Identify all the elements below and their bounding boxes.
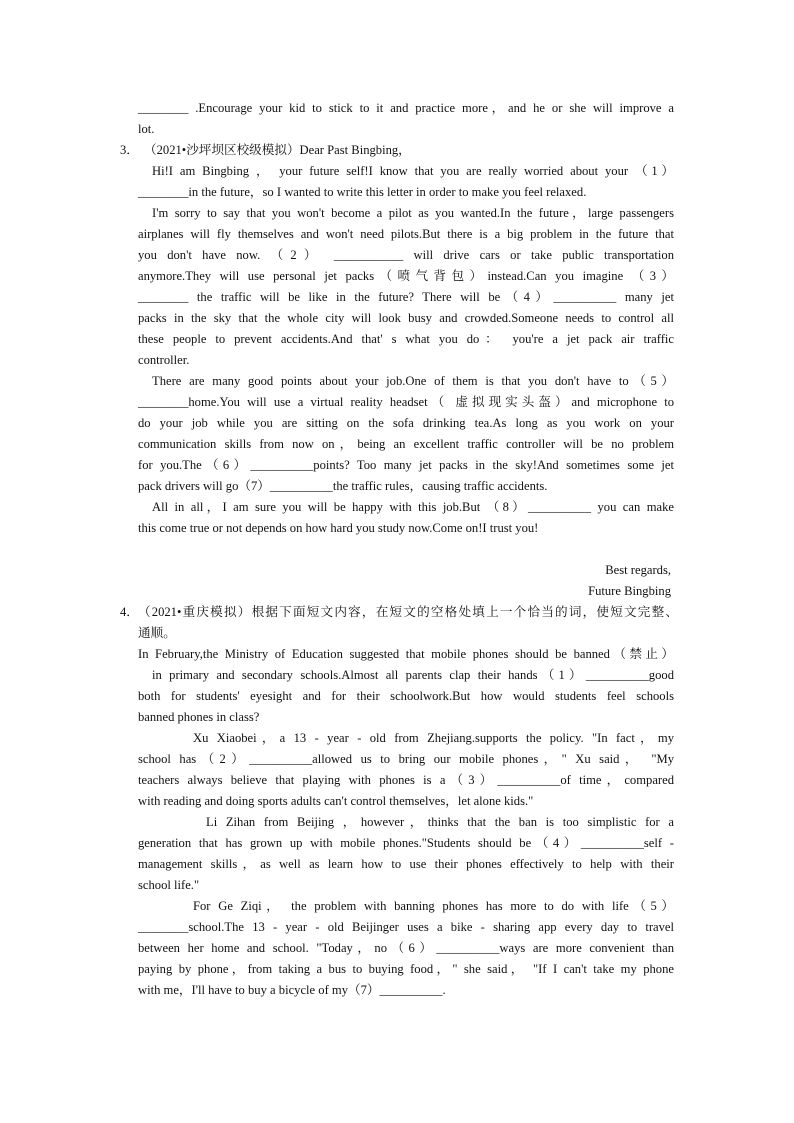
q4-line: both for students' eyesight and for their schoolwork.But how would students feel schools <box>138 689 674 703</box>
q4-line: school has（2）__________allowed us to bring our mobile phones，" Xu said， "My <box>138 752 674 766</box>
q3-line: anymore.They will use personal jet packs（喷气背包）instead.Can you imagine （3） <box>138 269 674 283</box>
q4-line: In February,the Ministry of Education suggested that mobile phones should be banned（禁止） <box>138 647 674 661</box>
q3-line: packs in the sky that the whole city will look busy and crowded.Someone needs to control all <box>138 311 674 325</box>
q3-line: do your job while you are sitting on the sofa drinking tea.As long as you work on your <box>138 416 674 430</box>
q4-line: Xu Xiaobei，a 13 - year - old from Zhejiang.supports the policy. "In fact，my <box>193 731 674 745</box>
q3-line: ________home.You will use a virtual reality headset（ 虚拟现实头盔）and microphone to <box>138 395 674 409</box>
q4-line: teachers always believe that playing with phones is a（3）__________of time，compared <box>138 773 674 787</box>
q4-line: with me，I'll have to buy a bicycle of my（7）__________. <box>138 983 446 997</box>
q4-line: with reading and doing sports adults can't control themselves，let alone kids." <box>138 794 534 808</box>
q4-line: banned phones in class? <box>138 710 260 724</box>
q3-line: controller. <box>138 353 190 367</box>
q3-line: airplanes will fly themselves and won't need pilots.But there is a big problem in the future that <box>138 227 674 241</box>
q4-line: in primary and secondary schools.Almost all parents clap their hands（1）__________good <box>152 668 674 682</box>
q3-line: ________in the future，so I wanted to write this letter in order to make you feel relaxed. <box>138 185 587 199</box>
q3-line: ________ the traffic will be like in the future? There will be（4）__________ many jet <box>138 290 674 304</box>
q3-line: this come true or not depends on how hard you study now.Come on!I trust you! <box>138 521 539 535</box>
q3-line: for you.The（6）__________points? Too many jet packs in the sky!And sometimes some jet <box>138 458 674 472</box>
q4-line: school life." <box>138 878 200 892</box>
q4-line: management skills，as well as learn how to use their phones effectively to help with their <box>138 857 674 871</box>
q3-line: you don't have now. （2） ___________ will drive cars or take public transportation <box>138 248 674 262</box>
q3-line: All in all，I am sure you will be happy with this job.But （8）__________ you can make <box>152 500 674 514</box>
q3-line: pack drivers will go（7）__________the traffic rules，causing traffic accidents. <box>138 479 548 493</box>
q4-number: 4． <box>120 605 139 619</box>
q3-number: 3． <box>120 143 139 157</box>
q4-line: Li Zihan from Beijing ，however，thinks that the ban is too simplistic for a <box>206 815 674 829</box>
q2-line-2: lot. <box>138 122 155 136</box>
q4-line: generation that has grown up with mobile phones."Students should be（4）__________self - <box>138 836 674 850</box>
q3-header: （2021•沙坪坝区校级模拟）Dear Past Bingbing， <box>144 143 411 157</box>
q3-line: these people to prevent accidents.And that' s what you do： you're a jet pack air traffic <box>138 332 674 346</box>
q4-line: between her home and school. "Today，no（6）__________ways are more convenient than <box>138 941 674 955</box>
q3-signature: Future Bingbing <box>588 584 671 598</box>
q4-line: For Ge Ziqi， the problem with banning phones has more to do with life（5） <box>193 899 674 913</box>
q4-line: paying by phone，from taking a bus to buying food，" she said， "If I can't take my phone <box>138 962 674 976</box>
q4-header-line-2: 通顺。 <box>138 626 176 640</box>
q3-line: Hi!I am Bingbing ， your future self!I know that you are really worried about your （1） <box>152 164 674 178</box>
q3-closing: Best regards, <box>605 563 671 577</box>
q2-line-1: ________ .Encourage your kid to stick to it and practice more，and he or she will improve a <box>138 101 674 115</box>
q4-line: ________school.The 13 - year - old Beijinger uses a bike - sharing app every day to travel <box>138 920 674 934</box>
q3-line: communication skills from now on，being an excellent traffic controller will be no problem <box>138 437 674 451</box>
q4-header-line-1: （2021•重庆模拟）根据下面短文内容，在短文的空格处填上一个恰当的词，使短文完整、 <box>138 605 678 619</box>
q3-line: I'm sorry to say that you won't become a pilot as you wanted.In the future，large passengers <box>152 206 674 220</box>
q3-line: There are many good points about your job.One of them is that you don't have to（5） <box>152 374 674 388</box>
